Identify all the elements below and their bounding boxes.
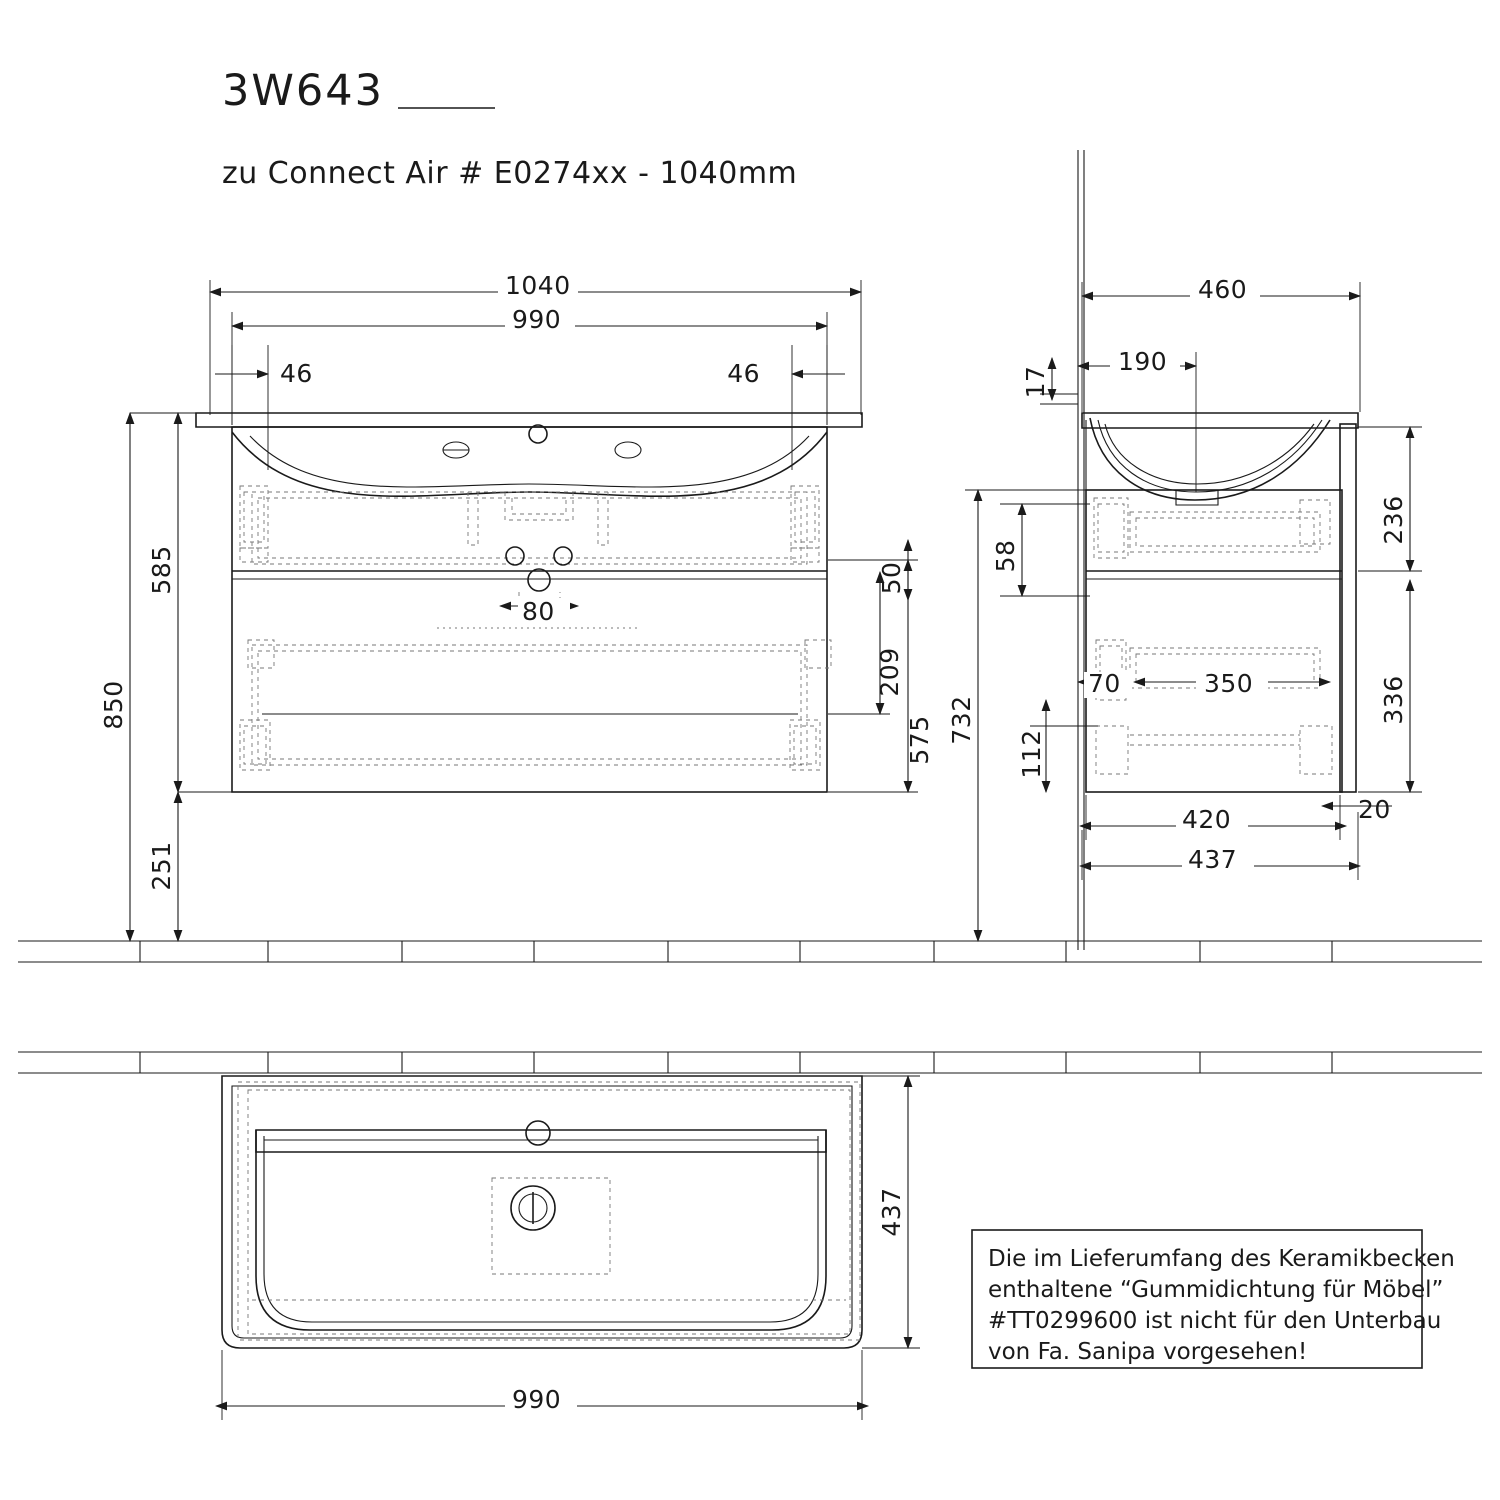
dim-basin-front-190 — [1078, 347, 1196, 492]
dim-upper-height-585 — [147, 413, 232, 792]
dim-depth-460 — [1082, 275, 1360, 412]
page-subtitle: zu Connect Air # E0274xx - 1040mm — [222, 156, 798, 191]
top-view — [216, 1076, 920, 1420]
page-title: 3W643 — [222, 66, 384, 116]
dim-upper-drawer-236 — [1358, 427, 1422, 571]
dim-label-437-side: 437 — [1188, 845, 1238, 874]
dim-label-80: 80 — [522, 597, 555, 626]
dim-label-850: 850 — [99, 680, 128, 730]
dim-left-inset-46 — [215, 345, 313, 470]
dim-rail-length-350 — [1134, 669, 1330, 698]
dim-label-585: 585 — [147, 545, 176, 595]
note-line-4: von Fa. Sanipa vorgesehen! — [988, 1339, 1308, 1365]
dim-label-46-right: 46 — [727, 359, 760, 388]
dim-label-1040: 1040 — [505, 271, 571, 300]
dim-siphon-width-80 — [500, 597, 578, 626]
dim-label-437-top: 437 — [877, 1187, 906, 1237]
note-box — [972, 1230, 1455, 1368]
dim-label-46-left: 46 — [280, 359, 313, 388]
dim-top-thickness-17 — [1021, 358, 1078, 404]
dim-label-251: 251 — [147, 841, 176, 891]
dim-rail-offset-70 — [1078, 669, 1132, 698]
dim-top-width-990 — [216, 1350, 868, 1420]
dim-label-350: 350 — [1204, 669, 1254, 698]
dim-label-575: 575 — [905, 715, 934, 765]
dim-lower-offset-251 — [147, 792, 178, 941]
dim-label-420: 420 — [1182, 805, 1232, 834]
dim-lower-drawer-336 — [1358, 580, 1422, 792]
dim-label-20: 20 — [1358, 795, 1391, 824]
dim-back-offset-58 — [991, 504, 1090, 596]
dim-label-209: 209 — [875, 647, 904, 697]
dim-label-236: 236 — [1379, 495, 1408, 545]
floor-band-lower — [18, 1052, 1482, 1073]
dim-label-112: 112 — [1017, 729, 1046, 779]
dim-body-depth-420 — [1080, 795, 1346, 840]
dim-label-17: 17 — [1021, 365, 1050, 399]
dim-edge-20 — [1322, 795, 1392, 824]
dim-label-58: 58 — [991, 539, 1020, 573]
side-elevation-view — [947, 150, 1422, 950]
floor-band-upper — [18, 941, 1482, 962]
front-elevation-view — [99, 271, 960, 941]
dim-label-990: 990 — [512, 305, 562, 334]
dim-label-460: 460 — [1198, 275, 1248, 304]
note-line-3: #TT0299600 ist nicht für den Unterbau — [988, 1308, 1442, 1334]
note-line-2: enthaltene “Gummidichtung für Möbel” — [988, 1277, 1444, 1303]
dim-label-732: 732 — [947, 695, 976, 745]
dim-label-190: 190 — [1118, 347, 1168, 376]
dim-top-depth-437 — [862, 1076, 920, 1348]
dim-label-70: 70 — [1088, 669, 1121, 698]
dim-label-50: 50 — [877, 561, 906, 595]
dim-siphon-height-50 — [877, 540, 908, 600]
note-line-1: Die im Lieferumfang des Keramikbecken — [988, 1246, 1455, 1272]
dim-label-990-top: 990 — [512, 1385, 562, 1414]
dim-overall-width-1040 — [210, 271, 861, 415]
dim-label-336: 336 — [1379, 675, 1408, 725]
